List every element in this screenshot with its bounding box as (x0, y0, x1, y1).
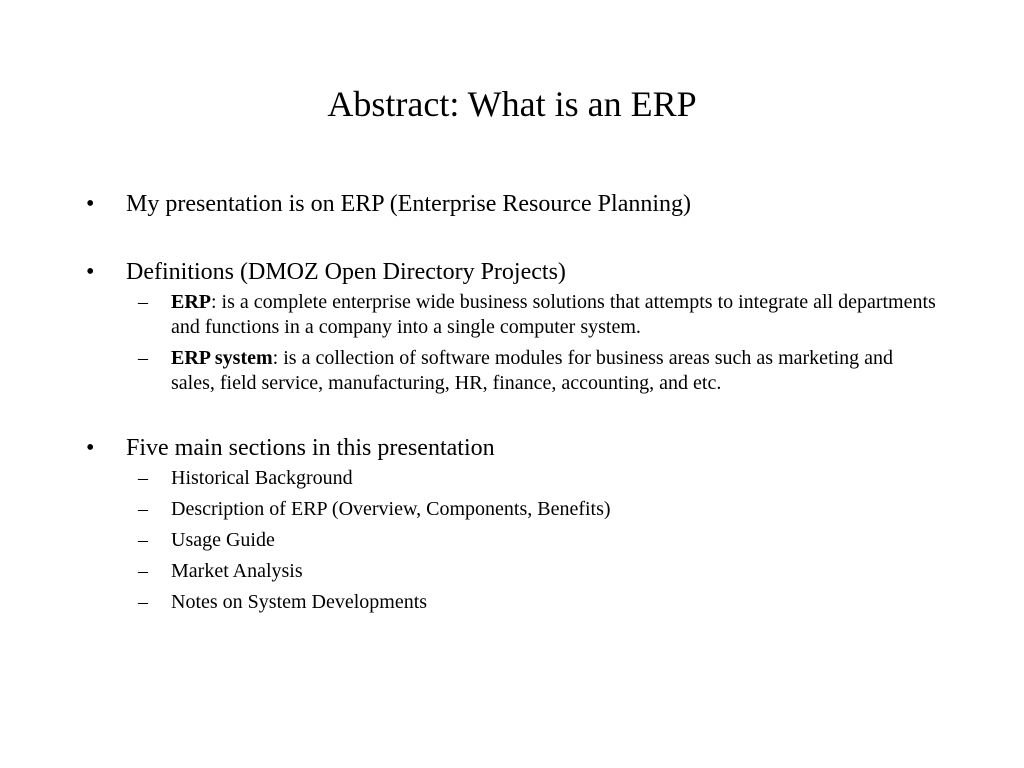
dash-icon: – (138, 498, 148, 520)
sub-bullet-point (86, 497, 936, 522)
dash-icon: – (138, 467, 148, 489)
dash-icon: – (138, 291, 148, 313)
bullet-text: Definitions (DMOZ Open Directory Projects) (126, 259, 566, 285)
slide-body (86, 188, 936, 615)
dash-icon: – (138, 529, 148, 551)
bullet-text: My presentation is on ERP (Enterprise Resource Planning) (126, 191, 692, 217)
sub-bullet-point (86, 528, 936, 553)
bullet-icon: • (86, 259, 95, 285)
bullet-text: Five main sections in this presentation (126, 435, 495, 461)
sub-bullet-point (86, 466, 936, 491)
dash-icon: – (138, 347, 148, 369)
bullet-icon: • (86, 435, 95, 461)
definition-text: : is a collection of software modules for business areas such as marketing and sales, field service, manufacturing, HR, finance, accounting, and etc. (171, 347, 894, 394)
bullet-point (86, 432, 936, 464)
definition-text: : is a complete enterprise wide business solutions that attempts to integrate all departments and functions in a company into a single computer system. (171, 291, 936, 338)
bullet-icon: • (86, 191, 95, 217)
definition-term: ERP system (171, 347, 273, 369)
section-item: Market Analysis (171, 560, 303, 582)
bullet-point (86, 256, 936, 288)
section-item: Notes on System Developments (171, 591, 428, 613)
sub-bullet-point (86, 559, 936, 584)
section-item: Usage Guide (171, 529, 275, 551)
definition-term: ERP (171, 291, 211, 313)
dash-icon: – (138, 560, 148, 582)
section-item: Historical Background (171, 467, 353, 489)
sub-bullet-point (86, 346, 936, 396)
bullet-point (86, 188, 936, 220)
sub-bullet-point (86, 290, 936, 340)
dash-icon: – (138, 591, 148, 613)
sub-bullet-point (86, 590, 936, 615)
section-item: Description of ERP (Overview, Components, Benefits) (171, 498, 611, 520)
slide-title: Abstract: What is an ERP (327, 84, 697, 124)
